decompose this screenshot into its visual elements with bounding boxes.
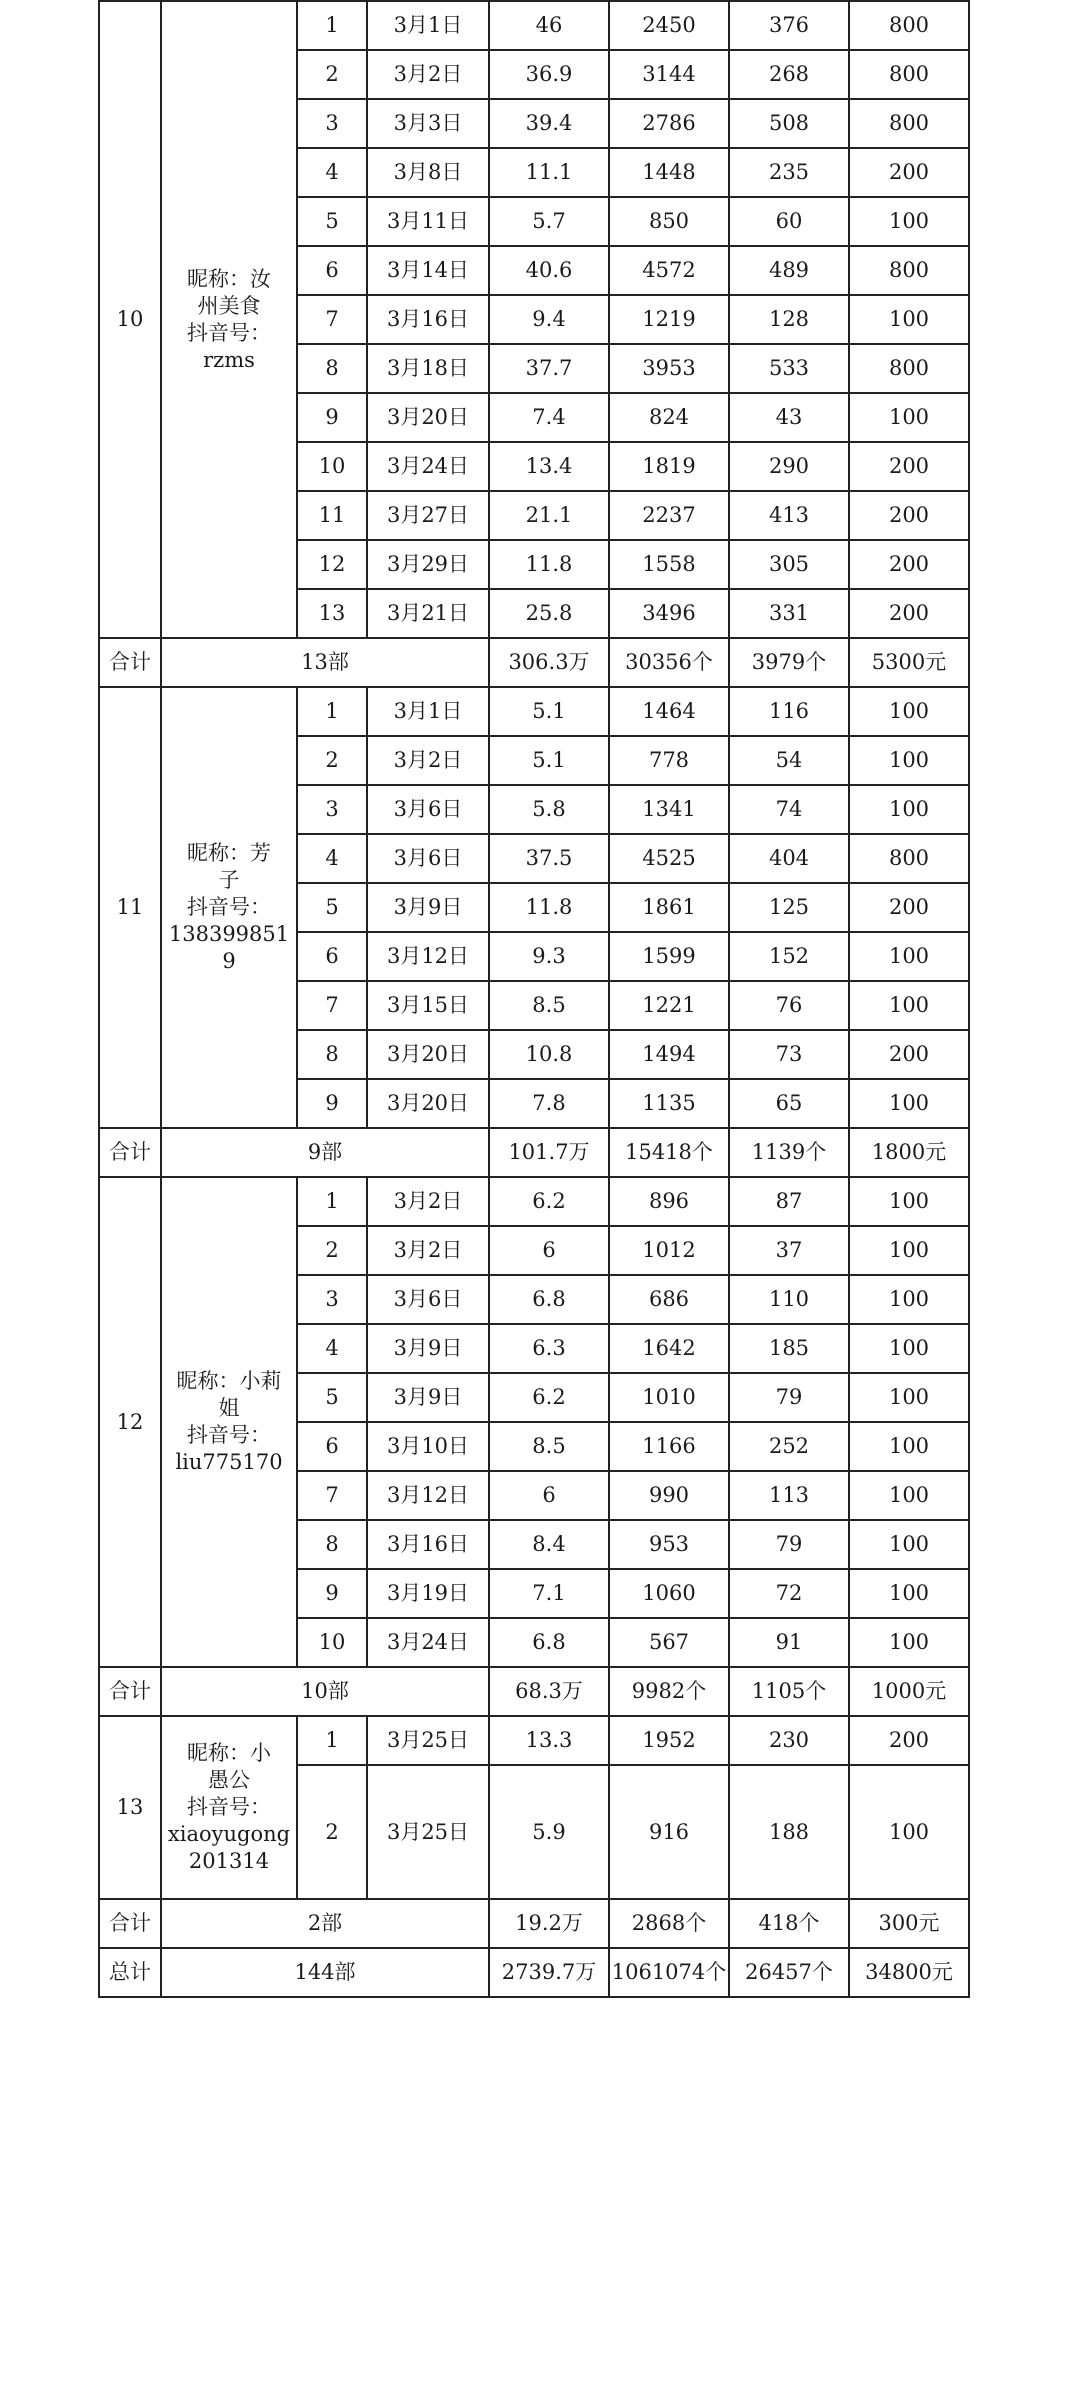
date-cell: 3月15日 [367, 981, 489, 1030]
table-row [99, 1, 969, 50]
views-cell: 25.8 [489, 589, 609, 638]
row-index-cell: 2 [297, 1226, 367, 1275]
likes-cell: 1012 [609, 1226, 729, 1275]
summary-likes-cell: 9982个 [609, 1667, 729, 1716]
subtotal-row [99, 1899, 969, 1948]
comments-cell: 87 [729, 1177, 849, 1226]
row-index-cell: 9 [297, 393, 367, 442]
date-cell: 3月29日 [367, 540, 489, 589]
row-index-cell: 5 [297, 1373, 367, 1422]
comments-cell: 54 [729, 736, 849, 785]
reward-cell: 800 [849, 246, 969, 295]
row-index-cell: 8 [297, 344, 367, 393]
date-cell: 3月25日 [367, 1716, 489, 1765]
row-index-cell: 13 [297, 589, 367, 638]
comments-cell: 60 [729, 197, 849, 246]
comments-cell: 73 [729, 1030, 849, 1079]
account-info-cell: 昵称：汝 州美食 抖音号： rzms [161, 1, 297, 638]
subtotal-row [99, 1128, 969, 1177]
reward-cell: 800 [849, 50, 969, 99]
likes-cell: 1599 [609, 932, 729, 981]
row-index-cell: 1 [297, 1716, 367, 1765]
comments-cell: 376 [729, 1, 849, 50]
comments-cell: 252 [729, 1422, 849, 1471]
date-cell: 3月25日 [367, 1765, 489, 1899]
comments-cell: 185 [729, 1324, 849, 1373]
reward-cell: 100 [849, 736, 969, 785]
reward-cell: 200 [849, 1030, 969, 1079]
row-index-cell: 12 [297, 540, 367, 589]
views-cell: 7.1 [489, 1569, 609, 1618]
summary-likes-cell: 2868个 [609, 1899, 729, 1948]
comments-cell: 110 [729, 1275, 849, 1324]
grand-total-row [99, 1948, 969, 1997]
likes-cell: 824 [609, 393, 729, 442]
row-index-cell: 6 [297, 246, 367, 295]
views-cell: 5.1 [489, 687, 609, 736]
views-cell: 37.7 [489, 344, 609, 393]
views-cell: 6 [489, 1226, 609, 1275]
date-cell: 3月1日 [367, 1, 489, 50]
row-index-cell: 7 [297, 1471, 367, 1520]
row-index-cell: 10 [297, 442, 367, 491]
summary-likes-cell: 1061074个 [609, 1948, 729, 1997]
row-index-cell: 2 [297, 50, 367, 99]
likes-cell: 2786 [609, 99, 729, 148]
reward-cell: 100 [849, 1373, 969, 1422]
views-cell: 37.5 [489, 834, 609, 883]
subtotal-row [99, 1667, 969, 1716]
reward-cell: 100 [849, 687, 969, 736]
views-cell: 5.8 [489, 785, 609, 834]
date-cell: 3月8日 [367, 148, 489, 197]
row-index-cell: 6 [297, 1422, 367, 1471]
summary-views-cell: 68.3万 [489, 1667, 609, 1716]
views-cell: 40.6 [489, 246, 609, 295]
row-index-cell: 1 [297, 1, 367, 50]
reward-cell: 100 [849, 1569, 969, 1618]
row-index-cell: 2 [297, 1765, 367, 1899]
account-info-cell: 昵称：小莉 姐 抖音号： liu775170 [161, 1177, 297, 1667]
group-number-cell: 12 [99, 1177, 161, 1667]
date-cell: 3月16日 [367, 295, 489, 344]
reward-cell: 100 [849, 1422, 969, 1471]
row-index-cell: 3 [297, 785, 367, 834]
views-cell: 11.1 [489, 148, 609, 197]
summary-likes-cell: 30356个 [609, 638, 729, 687]
account-info-cell: 昵称：小 愚公 抖音号： xiaoyugong201314 [161, 1716, 297, 1899]
date-cell: 3月9日 [367, 883, 489, 932]
account-info-cell: 昵称：芳 子 抖音号： 1383998519 [161, 687, 297, 1128]
reward-cell: 100 [849, 1177, 969, 1226]
summary-views-cell: 19.2万 [489, 1899, 609, 1948]
summary-count-cell: 10部 [161, 1667, 489, 1716]
views-cell: 39.4 [489, 99, 609, 148]
comments-cell: 188 [729, 1765, 849, 1899]
views-cell: 10.8 [489, 1030, 609, 1079]
row-index-cell: 11 [297, 491, 367, 540]
date-cell: 3月21日 [367, 589, 489, 638]
reward-cell: 200 [849, 1716, 969, 1765]
views-cell: 11.8 [489, 540, 609, 589]
reward-cell: 200 [849, 883, 969, 932]
date-cell: 3月2日 [367, 736, 489, 785]
comments-cell: 508 [729, 99, 849, 148]
reward-cell: 200 [849, 148, 969, 197]
summary-label-cell: 合计 [99, 1667, 161, 1716]
views-cell: 7.4 [489, 393, 609, 442]
reward-cell: 200 [849, 442, 969, 491]
reward-cell: 100 [849, 932, 969, 981]
row-index-cell: 7 [297, 981, 367, 1030]
date-cell: 3月20日 [367, 1079, 489, 1128]
likes-cell: 686 [609, 1275, 729, 1324]
views-cell: 21.1 [489, 491, 609, 540]
likes-cell: 1010 [609, 1373, 729, 1422]
likes-cell: 1494 [609, 1030, 729, 1079]
table-row [99, 1177, 969, 1226]
subtotal-row [99, 638, 969, 687]
date-cell: 3月3日 [367, 99, 489, 148]
likes-cell: 2237 [609, 491, 729, 540]
row-index-cell: 8 [297, 1030, 367, 1079]
views-cell: 8.5 [489, 1422, 609, 1471]
summary-label-cell: 总计 [99, 1948, 161, 1997]
row-index-cell: 2 [297, 736, 367, 785]
summary-count-cell: 9部 [161, 1128, 489, 1177]
summary-reward-cell: 5300元 [849, 638, 969, 687]
comments-cell: 489 [729, 246, 849, 295]
comments-cell: 76 [729, 981, 849, 1030]
views-cell: 9.4 [489, 295, 609, 344]
reward-cell: 800 [849, 1, 969, 50]
comments-cell: 413 [729, 491, 849, 540]
summary-likes-cell: 15418个 [609, 1128, 729, 1177]
comments-cell: 113 [729, 1471, 849, 1520]
summary-views-cell: 2739.7万 [489, 1948, 609, 1997]
comments-cell: 79 [729, 1373, 849, 1422]
likes-cell: 1135 [609, 1079, 729, 1128]
summary-reward-cell: 34800元 [849, 1948, 969, 1997]
likes-cell: 850 [609, 197, 729, 246]
date-cell: 3月11日 [367, 197, 489, 246]
row-index-cell: 5 [297, 197, 367, 246]
comments-cell: 290 [729, 442, 849, 491]
comments-cell: 533 [729, 344, 849, 393]
date-cell: 3月12日 [367, 932, 489, 981]
date-cell: 3月2日 [367, 1177, 489, 1226]
likes-cell: 1341 [609, 785, 729, 834]
likes-cell: 1464 [609, 687, 729, 736]
row-index-cell: 4 [297, 834, 367, 883]
date-cell: 3月19日 [367, 1569, 489, 1618]
views-cell: 5.7 [489, 197, 609, 246]
likes-cell: 567 [609, 1618, 729, 1667]
likes-cell: 953 [609, 1520, 729, 1569]
reward-cell: 100 [849, 295, 969, 344]
reward-cell: 100 [849, 1079, 969, 1128]
comments-cell: 91 [729, 1618, 849, 1667]
row-index-cell: 8 [297, 1520, 367, 1569]
comments-cell: 37 [729, 1226, 849, 1275]
views-cell: 11.8 [489, 883, 609, 932]
likes-cell: 896 [609, 1177, 729, 1226]
date-cell: 3月9日 [367, 1373, 489, 1422]
date-cell: 3月27日 [367, 491, 489, 540]
date-cell: 3月2日 [367, 50, 489, 99]
summary-views-cell: 306.3万 [489, 638, 609, 687]
comments-cell: 43 [729, 393, 849, 442]
table-row [99, 1716, 969, 1765]
likes-cell: 1819 [609, 442, 729, 491]
reward-cell: 100 [849, 1275, 969, 1324]
reward-cell: 800 [849, 834, 969, 883]
likes-cell: 3496 [609, 589, 729, 638]
comments-cell: 331 [729, 589, 849, 638]
reward-cell: 100 [849, 1765, 969, 1899]
views-cell: 8.4 [489, 1520, 609, 1569]
views-cell: 8.5 [489, 981, 609, 1030]
comments-cell: 79 [729, 1520, 849, 1569]
likes-cell: 1221 [609, 981, 729, 1030]
reward-cell: 100 [849, 197, 969, 246]
date-cell: 3月14日 [367, 246, 489, 295]
summary-comments-cell: 1139个 [729, 1128, 849, 1177]
views-cell: 5.1 [489, 736, 609, 785]
summary-comments-cell: 418个 [729, 1899, 849, 1948]
reward-cell: 100 [849, 393, 969, 442]
views-cell: 6.3 [489, 1324, 609, 1373]
likes-cell: 2450 [609, 1, 729, 50]
reward-cell: 200 [849, 589, 969, 638]
views-cell: 5.9 [489, 1765, 609, 1899]
comments-cell: 125 [729, 883, 849, 932]
views-cell: 6.2 [489, 1177, 609, 1226]
date-cell: 3月9日 [367, 1324, 489, 1373]
date-cell: 3月1日 [367, 687, 489, 736]
reward-cell: 200 [849, 540, 969, 589]
views-cell: 7.8 [489, 1079, 609, 1128]
likes-cell: 916 [609, 1765, 729, 1899]
date-cell: 3月20日 [367, 1030, 489, 1079]
reward-cell: 100 [849, 785, 969, 834]
date-cell: 3月10日 [367, 1422, 489, 1471]
row-index-cell: 4 [297, 1324, 367, 1373]
reward-cell: 800 [849, 344, 969, 393]
views-cell: 36.9 [489, 50, 609, 99]
likes-cell: 1861 [609, 883, 729, 932]
views-cell: 6.2 [489, 1373, 609, 1422]
date-cell: 3月12日 [367, 1471, 489, 1520]
views-cell: 13.4 [489, 442, 609, 491]
date-cell: 3月2日 [367, 1226, 489, 1275]
comments-cell: 235 [729, 148, 849, 197]
summary-label-cell: 合计 [99, 1128, 161, 1177]
group-number-cell: 10 [99, 1, 161, 638]
likes-cell: 4525 [609, 834, 729, 883]
comments-cell: 72 [729, 1569, 849, 1618]
date-cell: 3月6日 [367, 834, 489, 883]
likes-cell: 1642 [609, 1324, 729, 1373]
likes-cell: 1558 [609, 540, 729, 589]
row-index-cell: 9 [297, 1079, 367, 1128]
comments-cell: 404 [729, 834, 849, 883]
reward-cell: 100 [849, 1471, 969, 1520]
row-index-cell: 7 [297, 295, 367, 344]
summary-comments-cell: 26457个 [729, 1948, 849, 1997]
date-cell: 3月6日 [367, 785, 489, 834]
summary-views-cell: 101.7万 [489, 1128, 609, 1177]
reward-cell: 100 [849, 1324, 969, 1373]
date-cell: 3月16日 [367, 1520, 489, 1569]
reward-cell: 100 [849, 1520, 969, 1569]
views-cell: 46 [489, 1, 609, 50]
row-index-cell: 5 [297, 883, 367, 932]
summary-comments-cell: 3979个 [729, 638, 849, 687]
row-index-cell: 6 [297, 932, 367, 981]
data-table [98, 0, 970, 1998]
comments-cell: 268 [729, 50, 849, 99]
date-cell: 3月18日 [367, 344, 489, 393]
summary-reward-cell: 1000元 [849, 1667, 969, 1716]
summary-reward-cell: 300元 [849, 1899, 969, 1948]
likes-cell: 1166 [609, 1422, 729, 1471]
likes-cell: 3953 [609, 344, 729, 393]
likes-cell: 778 [609, 736, 729, 785]
row-index-cell: 3 [297, 99, 367, 148]
summary-count-cell: 144部 [161, 1948, 489, 1997]
views-cell: 6.8 [489, 1618, 609, 1667]
likes-cell: 1952 [609, 1716, 729, 1765]
summary-reward-cell: 1800元 [849, 1128, 969, 1177]
comments-cell: 128 [729, 295, 849, 344]
reward-cell: 800 [849, 99, 969, 148]
likes-cell: 1060 [609, 1569, 729, 1618]
summary-label-cell: 合计 [99, 1899, 161, 1948]
views-cell: 9.3 [489, 932, 609, 981]
date-cell: 3月24日 [367, 442, 489, 491]
likes-cell: 3144 [609, 50, 729, 99]
likes-cell: 990 [609, 1471, 729, 1520]
summary-label-cell: 合计 [99, 638, 161, 687]
likes-cell: 1219 [609, 295, 729, 344]
date-cell: 3月24日 [367, 1618, 489, 1667]
comments-cell: 116 [729, 687, 849, 736]
comments-cell: 305 [729, 540, 849, 589]
row-index-cell: 9 [297, 1569, 367, 1618]
views-cell: 6 [489, 1471, 609, 1520]
comments-cell: 230 [729, 1716, 849, 1765]
reward-cell: 200 [849, 491, 969, 540]
row-index-cell: 10 [297, 1618, 367, 1667]
date-cell: 3月20日 [367, 393, 489, 442]
row-index-cell: 1 [297, 687, 367, 736]
likes-cell: 4572 [609, 246, 729, 295]
summary-count-cell: 2部 [161, 1899, 489, 1948]
summary-count-cell: 13部 [161, 638, 489, 687]
row-index-cell: 1 [297, 1177, 367, 1226]
comments-cell: 152 [729, 932, 849, 981]
likes-cell: 1448 [609, 148, 729, 197]
table-row [99, 687, 969, 736]
reward-cell: 100 [849, 1226, 969, 1275]
summary-comments-cell: 1105个 [729, 1667, 849, 1716]
comments-cell: 74 [729, 785, 849, 834]
row-index-cell: 4 [297, 148, 367, 197]
reward-cell: 100 [849, 1618, 969, 1667]
group-number-cell: 11 [99, 687, 161, 1128]
group-number-cell: 13 [99, 1716, 161, 1899]
views-cell: 13.3 [489, 1716, 609, 1765]
comments-cell: 65 [729, 1079, 849, 1128]
views-cell: 6.8 [489, 1275, 609, 1324]
reward-cell: 100 [849, 981, 969, 1030]
date-cell: 3月6日 [367, 1275, 489, 1324]
row-index-cell: 3 [297, 1275, 367, 1324]
